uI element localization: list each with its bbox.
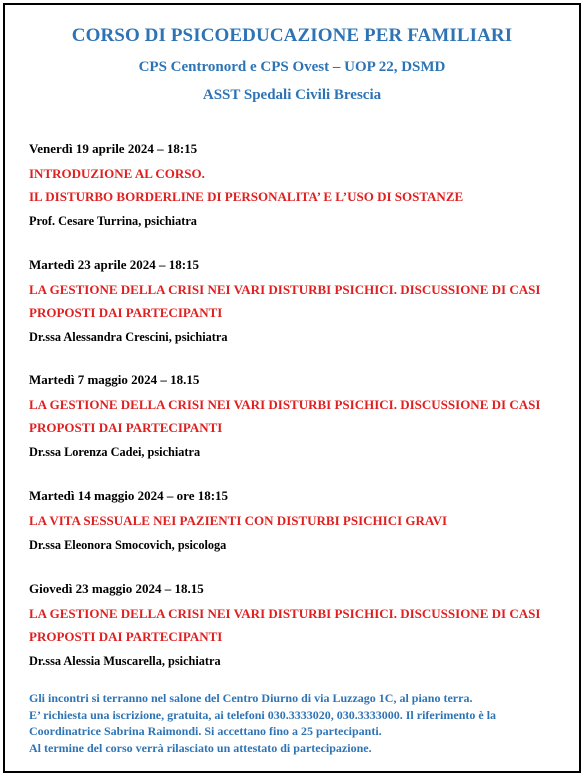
session-topic: LA VITA SESSUALE NEI PAZIENTI CON DISTURBI PSICHICI GRAVI — [29, 513, 448, 528]
session-4 — [29, 487, 569, 554]
session-topic: LA GESTIONE DELLA CRISI NEI VARI DISTURBI PSICHICI. DISCUSSIONE DI CASI — [29, 606, 541, 621]
session-speaker: Prof. Cesare Turrina, psichiatra — [29, 214, 197, 228]
footer-line-certificate: Al termine del corso verrà rilasciato un attestato di partecipazione. — [29, 740, 372, 755]
session-3 — [29, 371, 569, 461]
session-topic: PROPOSTI DAI PARTECIPANTI — [29, 420, 223, 435]
info-footer — [29, 690, 569, 756]
session-topic: INTRODUZIONE AL CORSO. — [29, 166, 205, 181]
session-date: Martedì 23 aprile 2024 – 18:15 — [29, 257, 200, 272]
footer-line-coordinator: Coordinatrice Sabrina Raimondi. Si accettano fino a 25 partecipanti. — [29, 724, 382, 738]
page-subtitle-organization: CPS Centronord e CPS Ovest – UOP 22, DSMD — [138, 59, 446, 75]
session-speaker: Dr.ssa Eleonora Smocovich, psicologa — [29, 538, 227, 552]
session-speaker: Dr.ssa Alessandra Crescini, psichiatra — [29, 330, 228, 344]
page-subtitle-institution: ASST Spedali Civili Brescia — [202, 87, 382, 103]
session-date: Venerdì 19 aprile 2024 – 18:15 — [29, 141, 198, 156]
footer-line-location: Gli incontri si terranno nel salone del Centro Diurno di via Luzzago 1C, al piano terra. — [29, 691, 473, 705]
session-date: Martedì 7 maggio 2024 – 18.15 — [29, 372, 200, 387]
session-1 — [29, 140, 569, 230]
session-date: Giovedì 23 maggio 2024 – 18.15 — [29, 581, 204, 596]
page-title: CORSO DI PSICOEDUCAZIONE PER FAMILIARI — [71, 25, 513, 46]
session-topic: PROPOSTI DAI PARTECIPANTI — [29, 629, 223, 644]
session-topic: PROPOSTI DAI PARTECIPANTI — [29, 305, 223, 320]
session-date: Martedì 14 maggio 2024 – ore 18:15 — [29, 488, 229, 503]
session-topic: LA GESTIONE DELLA CRISI NEI VARI DISTURBI PSICHICI. DISCUSSIONE DI CASI — [29, 282, 541, 297]
session-topic: IL DISTURBO BORDERLINE DI PERSONALITA’ E L’USO DI SOSTANZE — [29, 189, 464, 204]
footer-line-registration: E’ richiesta una iscrizione, gratuita, ai telefoni 030.3333020, 030.3333000. Il riferimento è la — [29, 707, 497, 722]
session-2 — [29, 256, 569, 346]
session-speaker: Dr.ssa Alessia Muscarella, psichiatra — [29, 654, 221, 668]
session-topic: LA GESTIONE DELLA CRISI NEI VARI DISTURBI PSICHICI. DISCUSSIONE DI CASI — [29, 397, 541, 412]
session-5 — [29, 580, 569, 670]
document-frame — [3, 3, 581, 773]
session-speaker: Dr.ssa Lorenza Cadei, psichiatra — [29, 445, 201, 459]
